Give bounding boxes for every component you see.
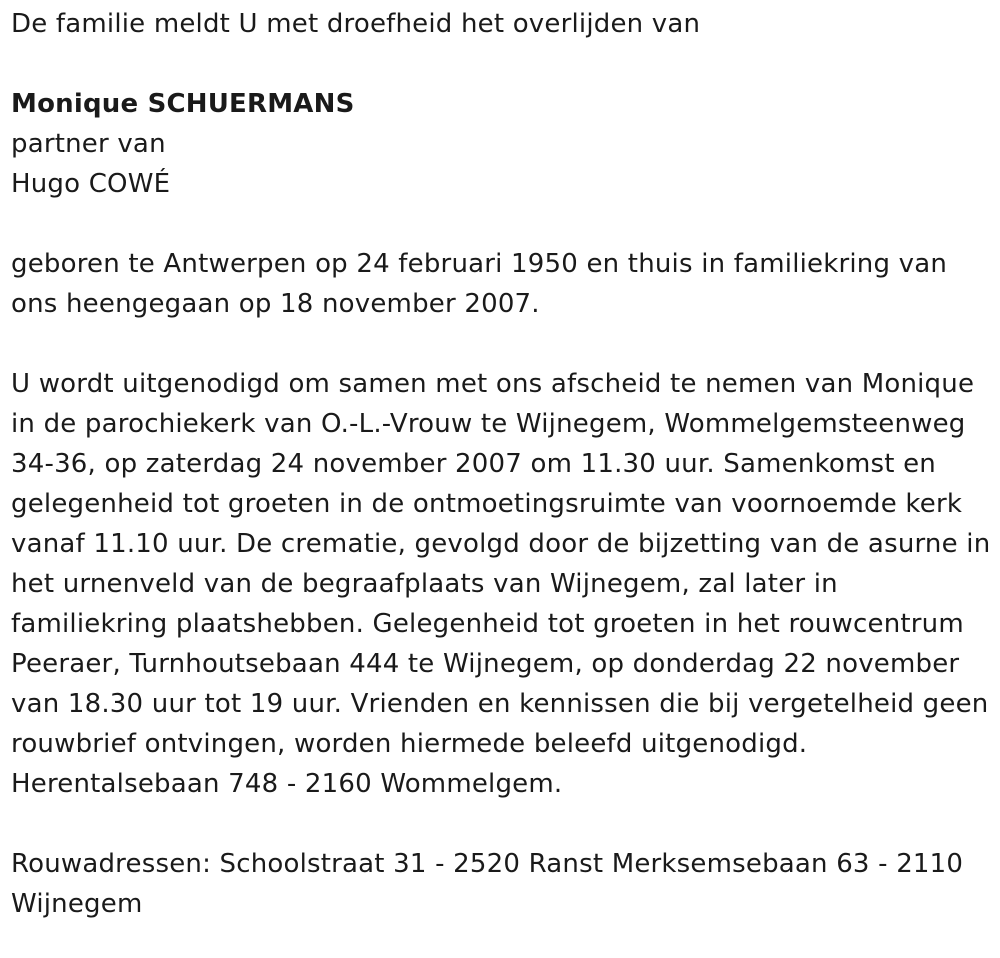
- text-line: ons heengegaan op 18 november 2007.: [11, 289, 540, 319]
- text-line: in de parochiekerk van O.-L.-Vrouw te Wijnegem, Wommelgemsteenweg: [11, 409, 966, 439]
- text-line: rouwbrief ontvingen, worden hiermede beleefd uitgenodigd.: [11, 729, 808, 759]
- spacer: [11, 44, 993, 84]
- birth-death-paragraph: [11, 244, 993, 324]
- text-line: geboren te Antwerpen op 24 februari 1950 en thuis in familiekring van: [11, 249, 948, 279]
- text-line: Herentalsebaan 748 - 2160 Wommelgem.: [11, 769, 563, 799]
- text-line: Rouwadressen: Schoolstraat 31 - 2520 Ranst Merksemsebaan 63 - 2110: [11, 849, 964, 879]
- text-line: gelegenheid tot groeten in de ontmoetingsruimte van voornoemde kerk: [11, 489, 963, 519]
- text-line: familiekring plaatshebben. Gelegenheid tot groeten in het rouwcentrum: [11, 609, 964, 639]
- deceased-name: Monique SCHUERMANS: [11, 89, 355, 119]
- text-line: het urnenveld van de begraafplaats van Wijnegem, zal later in: [11, 569, 838, 599]
- text-line: van 18.30 uur tot 19 uur. Vrienden en kennissen die bij vergetelheid geen: [11, 689, 989, 719]
- mourning-addresses-paragraph: [11, 844, 993, 924]
- obituary-notice: [11, 4, 993, 924]
- relation-text: partner van: [11, 129, 166, 159]
- text-line: Wijnegem: [11, 889, 143, 919]
- text-line: U wordt uitgenodigd om samen met ons afscheid te nemen van Monique: [11, 369, 975, 399]
- spacer: [11, 204, 993, 244]
- text-line: 34-36, op zaterdag 24 november 2007 om 11.30 uur. Samenkomst en: [11, 449, 936, 479]
- spacer: [11, 804, 993, 844]
- ceremony-paragraph: [11, 364, 993, 804]
- text-line: Peeraer, Turnhoutsebaan 444 te Wijnegem, op donderdag 22 november: [11, 649, 960, 679]
- spacer: [11, 324, 993, 364]
- intro-text: De familie meldt U met droefheid het overlijden van: [11, 9, 701, 39]
- text-line: vanaf 11.10 uur. De crematie, gevolgd door de bijzetting van de asurne in: [11, 529, 991, 559]
- partner-name: Hugo COWÉ: [11, 169, 171, 199]
